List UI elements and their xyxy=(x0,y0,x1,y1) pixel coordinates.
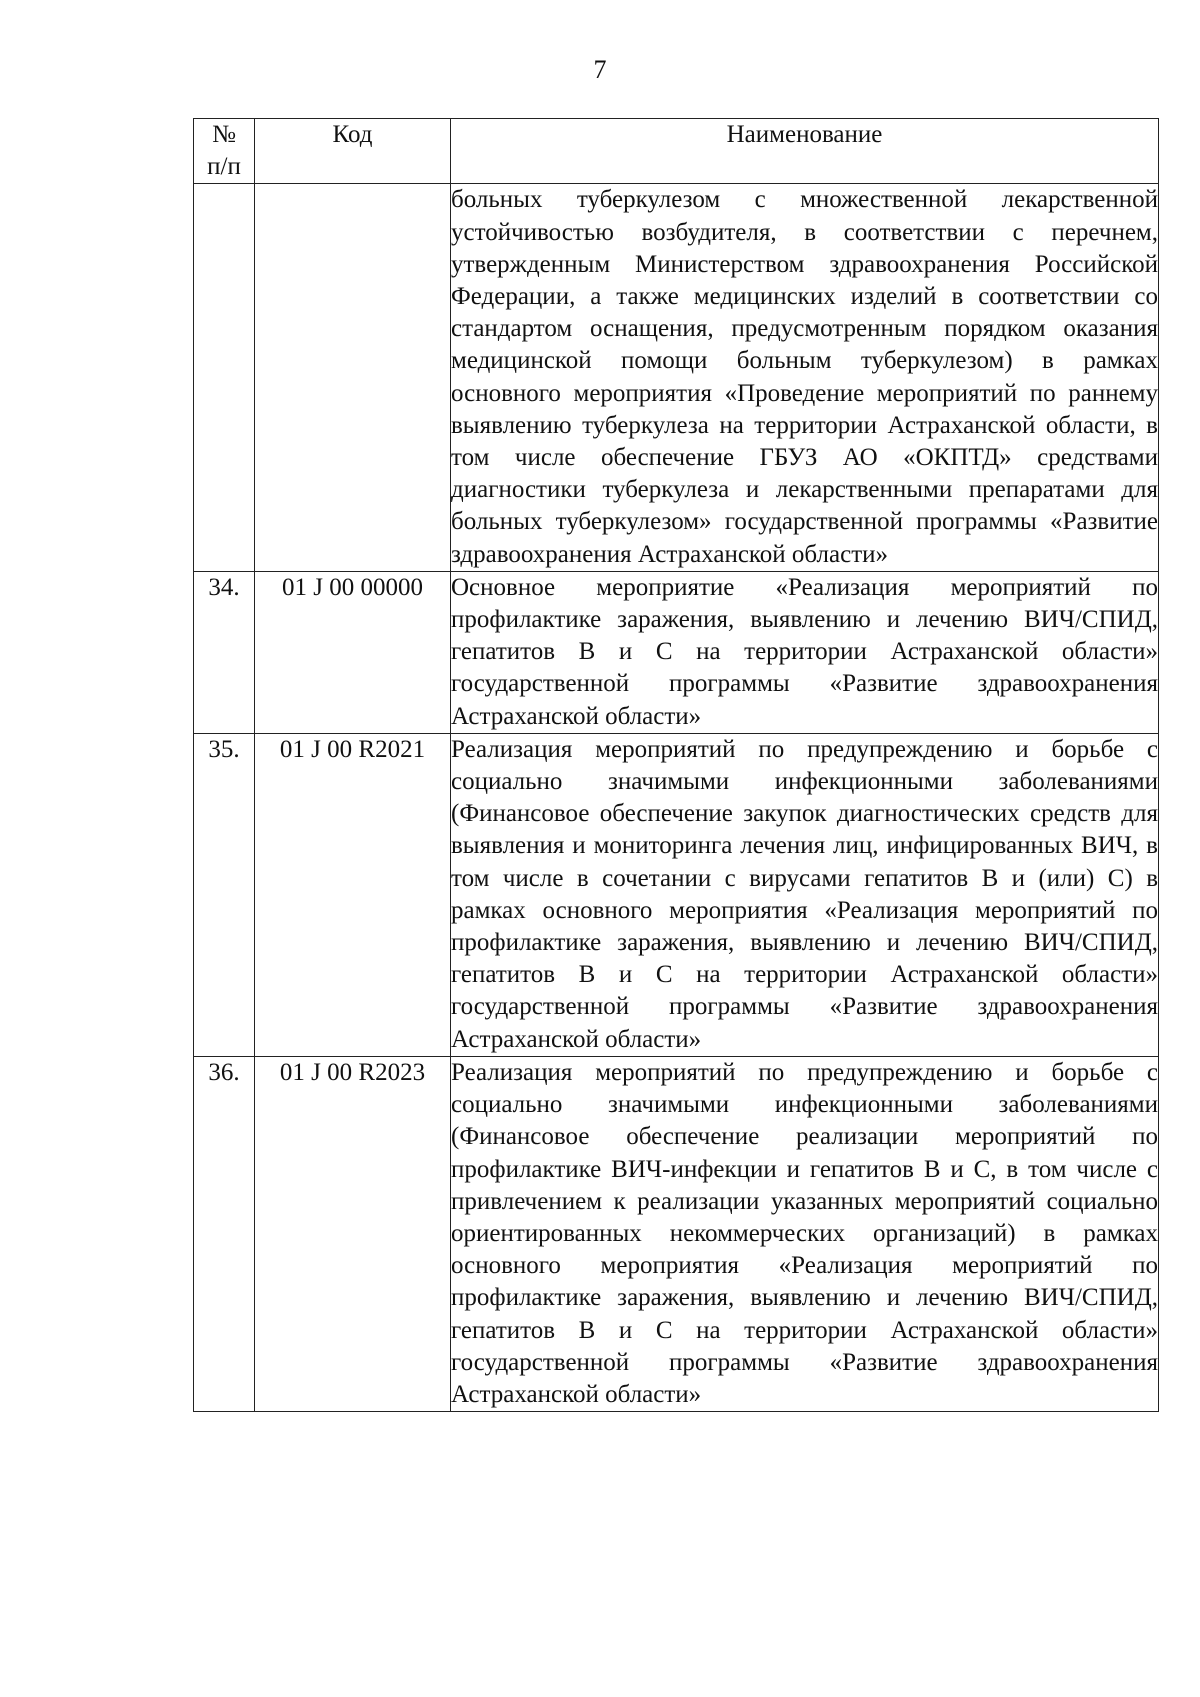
table-row xyxy=(194,733,1159,1056)
row-number: 36. xyxy=(194,1056,255,1411)
table-header-row xyxy=(194,119,1159,184)
row-name: больных туберкулезом с множественной лекарственной устойчивостью возбудителя, в соответствии с перечнем, утвержденным Министерством здравоохранения Российской Федерации, а также медицинских изделий в соответствии со стандартом оснащения, предусмотренным порядком оказания медицинской помощи больным туберкулезом) в рамках основного мероприятия «Проведение мероприятий по раннему выявлению туберкулеза на территории Астраханской области, в том числе обеспечение ГБУЗ АО «ОКПТД» средствами диагностики туберкулеза и лекарственными препаратами для больных туберкулезом» государственной программы «Развитие здравоохранения Астраханской области» xyxy=(451,184,1159,571)
row-name: Основное мероприятие «Реализация мероприятий по профилактике заражения, выявлению и лечению ВИЧ/СПИД, гепатитов В и С на территории Астраханской области» государственной программы «Развитие здравоохранения Астраханской области» xyxy=(451,571,1159,733)
row-number: 34. xyxy=(194,571,255,733)
page-number: 7 xyxy=(593,55,607,84)
header-number-symbol: № xyxy=(212,121,236,148)
header-number xyxy=(194,119,255,184)
header-code: Код xyxy=(255,119,451,184)
table-row xyxy=(194,1056,1159,1411)
row-code: 01 J 00 00000 xyxy=(255,571,451,733)
row-name: Реализация мероприятий по предупреждению и борьбе с социально значимыми инфекционными заболеваниями (Финансовое обеспечение реализации мероприятий по профилактике ВИЧ-инфекции и гепатитов В и С, в том числе с привлечением к реализации указанных мероприятий социально ориентированных некоммерческих организаций) в рамках основного мероприятия «Реализация мероприятий по профилактике заражения, выявлению и лечению ВИЧ/СПИД, гепатитов В и С на территории Астраханской области» государственной программы «Развитие здравоохранения Астраханской области» xyxy=(451,1056,1159,1411)
row-code: 01 J 00 R2021 xyxy=(255,733,451,1056)
row-name: Реализация мероприятий по предупреждению и борьбе с социально значимыми инфекционными заболеваниями (Финансовое обеспечение закупок диагностических средств для выявления и мониторинга лечения лиц, инфицированных ВИЧ, в том числе в сочетании с вирусами гепатитов В и (или) С) в рамках основного мероприятия «Реализация мероприятий по профилактике заражения, выявлению и лечению ВИЧ/СПИД, гепатитов В и С на территории Астраханской области» государственной программы «Развитие здравоохранения Астраханской области» xyxy=(451,733,1159,1056)
table-row xyxy=(194,184,1159,571)
header-name: Наименование xyxy=(451,119,1159,184)
row-code: 01 J 00 R2023 xyxy=(255,1056,451,1411)
header-number-abbr: п/п xyxy=(207,153,241,181)
row-code xyxy=(255,184,451,571)
row-number: 35. xyxy=(194,733,255,1056)
table-row xyxy=(194,571,1159,733)
row-number xyxy=(194,184,255,571)
program-codes-table xyxy=(193,118,1159,1412)
